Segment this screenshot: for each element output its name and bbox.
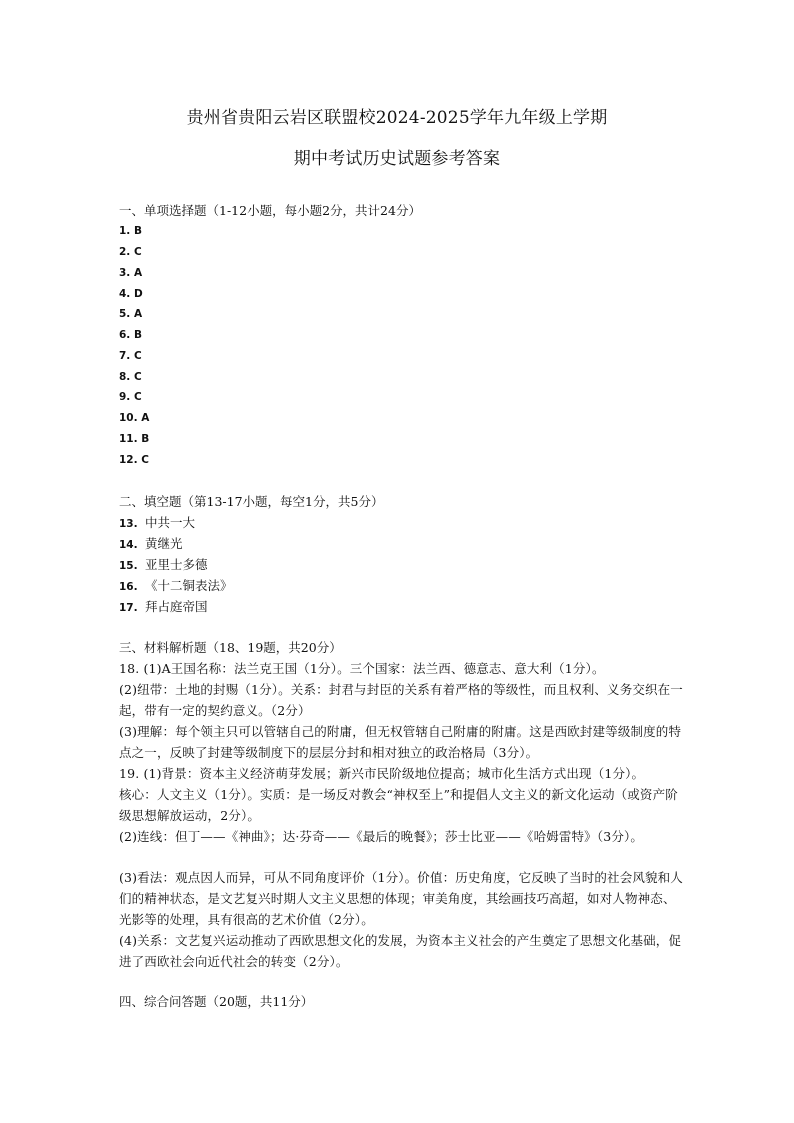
- choice-answer: 3. A: [119, 267, 143, 279]
- choice-answer: 6. B: [119, 329, 142, 341]
- choice-answer: 7. C: [119, 350, 142, 362]
- choice-answer: 9. C: [119, 391, 142, 403]
- analysis-answer-paragraph: (2)纽带：土地的封赐（1分）。关系：封君与封臣的关系有着严格的等级性，而且权利、义务交织在一起，带有一定的契约意义。（2分）: [119, 682, 683, 718]
- choice-answer: 2. C: [119, 246, 142, 258]
- fill-answer-number: 16.: [119, 581, 138, 593]
- fill-answer-number: 15.: [119, 560, 138, 572]
- choice-answer: 5. A: [119, 308, 143, 320]
- section-1-heading: 一、单项选择题（1-12小题，每小题2分，共计24分）: [119, 203, 421, 218]
- section-4-heading: 四、综合问答题（20题，共11分）: [119, 994, 314, 1009]
- section-2-heading: 二、填空题（第13-17小题，每空1分，共5分）: [119, 494, 384, 509]
- choice-answer: 10. A: [119, 412, 150, 424]
- analysis-answer-paragraph: 19. (1)背景：资本主义经济萌芽发展；新兴市民阶级地位提高；城市化生活方式出现（1分）。: [119, 766, 645, 781]
- fill-answer: [119, 576, 233, 597]
- analysis-answer-paragraph: 18. (1)A王国名称：法兰克王国（1分）。三个国家：法兰西、德意志、意大利（1分）。: [119, 661, 605, 676]
- fill-answer: [119, 597, 208, 618]
- choice-answer: 12. C: [119, 454, 149, 466]
- fill-answer-number: 17.: [119, 602, 138, 614]
- fill-answer: [119, 513, 195, 534]
- fill-answer-text: 中共一大: [145, 515, 196, 530]
- fill-answer: [119, 555, 208, 576]
- analysis-answer-paragraph: 核心：人文主义（1分）。实质：是一场反对教会“神权至上”和提倡人文主义的新文化运动（或资产阶级思想解放运动，2分）。: [119, 787, 678, 823]
- analysis-answer-paragraph: (3)看法：观点因人而异，可从不同角度评价（1分）。价值：历史角度，它反映了当时的社会风貌和人们的精神状态，是文艺复兴时期人文主义思想的体现；审美角度，其绘画技巧高超，如对人物神态、光影等的处理，具有很高的艺术价值（2分）。: [119, 870, 683, 927]
- fill-answer: [119, 534, 183, 555]
- fill-answer-number: 13.: [119, 518, 138, 530]
- fill-answer-text: 拜占庭帝国: [145, 599, 208, 614]
- section-3-heading: 三、材料解析题（18、19题，共20分）: [119, 640, 342, 655]
- analysis-answer-paragraph: (2)连线：但丁——《神曲》；达·芬奇——《最后的晚餐》；莎士比亚——《哈姆雷特》（3分）。: [119, 829, 644, 844]
- analysis-answer-paragraph: (4)关系：文艺复兴运动推动了西欧思想文化的发展，为资本主义社会的产生奠定了思想文化基础，促进了西欧社会向近代社会的转变（2分）。: [119, 933, 682, 969]
- fill-answer-text: 亚里士多德: [145, 557, 208, 572]
- fill-answer-text: 《十二铜表法》: [145, 578, 233, 593]
- document-title-line-1: 贵州省贵阳云岩区联盟校2024-2025学年九年级上学期: [186, 108, 608, 128]
- analysis-answer-paragraph: (3)理解：每个领主只可以管辖自己的附庸，但无权管辖自己附庸的附庸。这是西欧封建等级制度的特点之一，反映了封建等级制度下的层层分封和相对独立的政治格局（3分）。: [119, 724, 682, 760]
- choice-answer: 11. B: [119, 433, 150, 445]
- fill-answer-text: 黄继光: [145, 536, 183, 551]
- choice-answer: 1. B: [119, 225, 142, 237]
- document-title-line-2: 期中考试历史试题参考答案: [293, 149, 501, 169]
- choice-answer: 4. D: [119, 288, 143, 300]
- fill-answer-number: 14.: [119, 539, 138, 551]
- choice-answer: 8. C: [119, 371, 142, 383]
